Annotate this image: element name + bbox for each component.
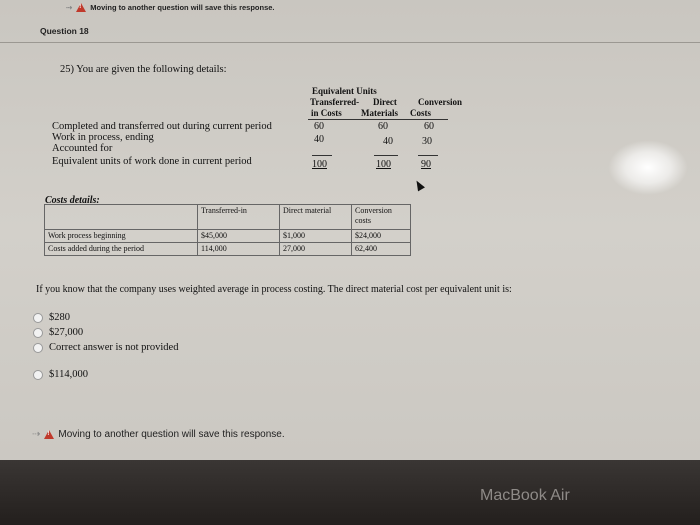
cost-table	[44, 204, 411, 256]
table-cell: $1,000	[280, 230, 352, 243]
eq-row-label: Accounted for	[52, 143, 113, 154]
radio-button[interactable]	[33, 313, 43, 323]
eq-value: 60	[424, 121, 434, 132]
costs-details-label: Costs details:	[45, 195, 100, 206]
device-brand-label: MacBook Air	[480, 487, 570, 504]
answer-option[interactable]	[33, 312, 70, 323]
table-cell: Work process beginning	[45, 230, 198, 243]
eq-value: 60	[314, 121, 324, 132]
eq-units-title: Equivalent Units	[312, 86, 377, 96]
save-warning-text: Moving to another question will save this response.	[90, 3, 275, 12]
eq-row-label: Completed and transferred out during current period	[52, 121, 272, 132]
eq-value: 60	[378, 121, 388, 132]
table-cell: 27,000	[280, 243, 352, 256]
answer-option-label: $280	[49, 312, 70, 323]
radio-button[interactable]	[33, 343, 43, 353]
table-header-cell: Conversion costs	[352, 205, 411, 230]
table-cell: Costs added during the period	[45, 243, 198, 256]
warning-triangle-icon: !	[76, 3, 86, 12]
table-header-cell: Direct material	[280, 205, 352, 230]
eq-header-transferred-1: Transferred-	[310, 97, 360, 107]
question-prompt: If you know that the company uses weighted average in process costing. The direct material cost per equivalent unit is:	[36, 284, 512, 295]
eq-value: 40	[383, 136, 393, 147]
table-cell: 114,000	[198, 243, 280, 256]
table-cell: $45,000	[198, 230, 280, 243]
eq-header-conv-2: Costs	[410, 108, 432, 118]
table-cell: 62,400	[352, 243, 411, 256]
arrow-icon: ⇢	[32, 429, 41, 440]
eq-header-dm-2: Materials	[361, 108, 398, 118]
eq-value: 40	[314, 134, 324, 145]
answer-option-label: $27,000	[49, 327, 84, 338]
save-warning-bottom	[32, 429, 285, 440]
table-header-row	[45, 205, 411, 230]
eq-value: 100	[376, 159, 391, 170]
eq-header-dm-1: Direct	[373, 97, 397, 107]
eq-header-rule	[308, 119, 448, 120]
eq-value: 90	[421, 159, 431, 170]
total-rule	[312, 155, 332, 156]
eq-value: 100	[312, 159, 327, 170]
total-rule	[374, 155, 398, 156]
answer-option[interactable]	[33, 327, 83, 338]
laptop-bezel	[0, 460, 700, 525]
answer-option[interactable]	[33, 369, 88, 380]
divider	[0, 42, 700, 43]
table-row	[45, 243, 411, 256]
table-header-cell: Transferred-in	[198, 205, 280, 230]
arrow-icon: ⇢	[66, 3, 73, 12]
save-warning-text: Moving to another question will save this response.	[58, 429, 285, 440]
warning-triangle-icon: !	[44, 430, 54, 439]
screen-glare	[608, 140, 688, 195]
table-row	[45, 230, 411, 243]
eq-row-label: Work in process, ending	[52, 132, 154, 143]
eq-value: 30	[422, 136, 432, 147]
question-number: Question 18	[40, 26, 89, 36]
radio-button[interactable]	[33, 328, 43, 338]
eq-row-label: Equivalent units of work done in current period	[52, 156, 252, 167]
total-rule	[418, 155, 438, 156]
save-warning-top	[66, 3, 275, 12]
radio-button[interactable]	[33, 370, 43, 380]
eq-header-conv-1: Conversion	[418, 97, 463, 107]
answer-option[interactable]	[33, 342, 178, 353]
table-header-cell	[45, 205, 198, 230]
table-cell: $24,000	[352, 230, 411, 243]
question-intro: 25) You are given the following details:	[60, 64, 227, 75]
mouse-cursor-icon	[413, 179, 425, 192]
eq-header-transferred-2: in Costs	[311, 108, 342, 118]
answer-option-label: Correct answer is not provided	[49, 342, 179, 353]
answer-option-label: $114,000	[49, 369, 88, 380]
